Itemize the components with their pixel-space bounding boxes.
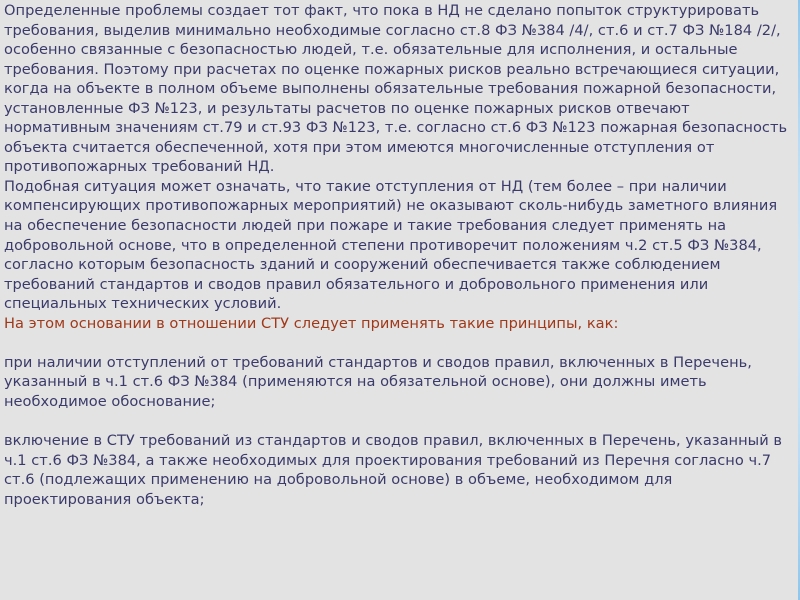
paragraph-problems: Определенные проблемы создает тот факт, что пока в НД не сделано попыток структурировать требования, выделив минимально необходимые согласно ст.8 ФЗ №384 /4/, ст.6 и ст.7 ФЗ №184 /2/, особенно связанные с безопасностью людей, т.е. обязательные для исполнения, и остальные требования. Поэтому при расчетах по оценке пожарных рисков реально встречающиеся ситуации, когда на объекте в полном объеме выполнены обязательные требования пожарной безопасности, установленные ФЗ №123, и результаты расчетов по оценке пожарных рисков отвечают нормативным значениям ст.79 и ст.93 ФЗ №123, т.е. согласно ст.6 ФЗ №123 пожарная безопасность объекта считается обеспеченной, хотя при этом имеются многочисленные отступления от противопожарных требований НД. <box>4 2 792 176</box>
paragraph-principle-2: включение в СТУ требований из стандартов и сводов правил, включенных в Перечень, указанный в ч.1 ст.6 ФЗ №384, а также необходимых для проектирования требований из Перечня согласно ч.7 ст.6 (подлежащих применению на добровольной основе) в объеме, необходимом для проектирования объекта; <box>4 432 787 508</box>
paragraph-gap <box>4 333 796 353</box>
paragraph-gap <box>4 411 796 431</box>
paragraph-principles-heading: На этом основании в отношении СТУ следует применять такие принципы, как: <box>4 314 619 332</box>
paragraph-principle-1: при наличии отступлений от требований стандартов и сводов правил, включенных в Перечень, указанный в ч.1 ст.6 ФЗ №384 (применяются на обязательной основе), они должны иметь необходимое обоснование; <box>4 353 757 410</box>
paragraph-situation: Подобная ситуация может означать, что такие отступления от НД (тем более – при наличии компенсирующих противопожарных мероприятий) не оказывают сколь-нибудь заметного влияния на обеспечение безопасности людей при пожаре и такие требования следует применять на добровольной основе, что в определенной степени противоречит положениям ч.2 ст.5 ФЗ №384, согласно которым безопасность зданий и сооружений обеспечивается также соблюдением требований стандартов и сводов правил обязательного и добровольного применения или специальных технических условий. <box>4 177 782 313</box>
slide-body-text <box>4 1 796 509</box>
